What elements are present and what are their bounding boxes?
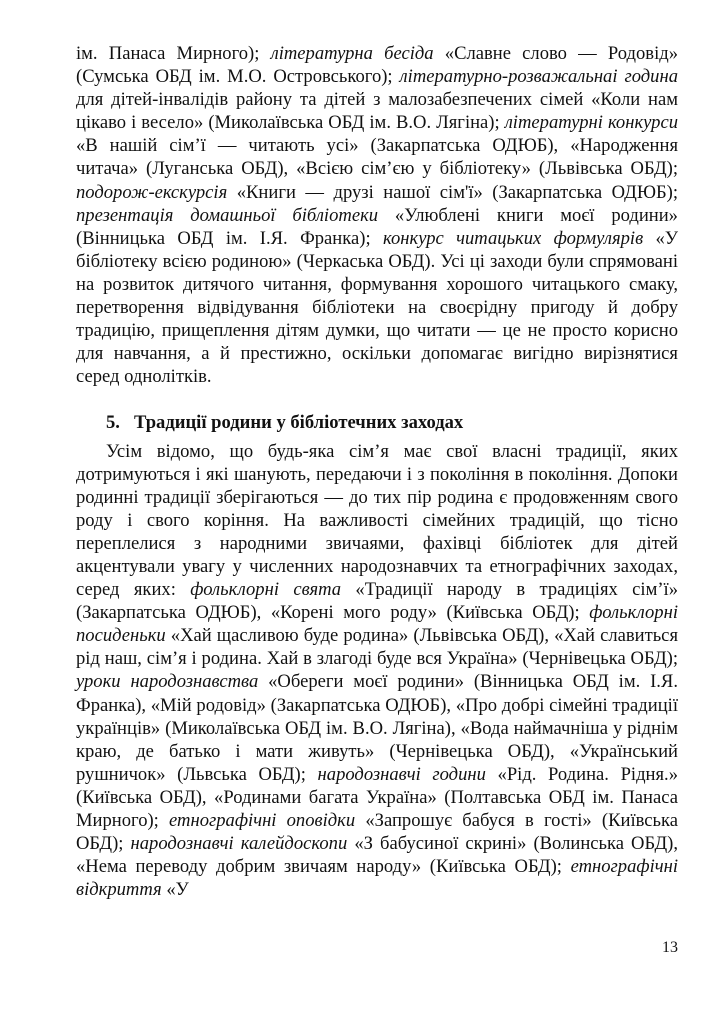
text-run: «Запрошує бабуся в гості» (Київська ОБД); <box>76 810 679 855</box>
text-run: «В нашій сім’ї — читають усі» (Закарпатська ОДЮБ), «Народження читача» (Луганська ОБД), «Всією сім’єю у бібліотеку» (Львівська ОБД); <box>76 135 678 180</box>
section-title: Традиції родини у бібліотечних заходах <box>134 412 464 434</box>
text-run: «Обереги моєї родини» (Вінницька ОБД ім. І.Я. Франка), «Мій родовід» (Закарпатська ОДЮБ), «Про добрі сімейні традиції українців» (Миколаївська ОБД ім. В.О. Лягіна), «Вода наймачніша у ріднім краю, де батько і мати живуть» (Чернівецька ОБД), «Український рушничок» (Львська ОБД); <box>76 671 678 785</box>
page-body <box>76 42 678 901</box>
italic-term: уроки народознавства <box>76 671 259 693</box>
page-number: 13 <box>662 939 678 956</box>
italic-term: презентація домашньої бібліотеки <box>76 204 379 226</box>
italic-term: літературна бесіда <box>270 43 434 64</box>
text-run: для дітей-інвалідів району та дітей з малозабезпечених сімей «Коли нам цікаво і весело» (Миколаївська ОБД ім. В.О. Лягіна); <box>76 89 678 134</box>
text-run: «У <box>161 879 189 901</box>
text-run: «Славне слово — Родовід» (Сумська ОБД ім. М.О. Островського); <box>76 43 678 88</box>
italic-term: фольклорні посиденьки <box>76 602 678 647</box>
text-run: «Улюблені книги моєї родини» (Вінницька ОБД ім. І.Я. Франка); <box>76 204 678 249</box>
italic-term: народознавчі калейдоскопи <box>130 833 348 855</box>
italic-term: літературно-розважальнаі година <box>399 66 678 88</box>
text-run: «У бібліотеку всією родиною» (Черкаська ОБД). Усі ці заходи були спрямовані на розвиток дитячого читання, формування хорошого читацького смаку, перетворення відвідування бібліотеки на своєрідну пригоду й добру традицію, прищеплення дітям думки, що читати — це не просто корисно для навчання, а й престижно, оскільки допомагає вигідно вирізнятися серед однолітків. <box>76 227 678 388</box>
italic-term: етнографічні відкриття <box>76 856 678 901</box>
italic-term: конкурс читацьких формулярів <box>383 227 644 249</box>
section-heading <box>76 411 678 434</box>
italic-term: етнографічні оповідки <box>169 810 356 831</box>
text-run: «Хай щасливою буде родина» (Львівська ОБД), «Хай славиться рід наш, сім’я і родина. Хай в злагоді буде вся Україна» (Чернівецька ОБД); <box>76 625 678 670</box>
italic-term: літературні конкурси <box>504 112 679 134</box>
text-run: Усім відомо, що будь-яка сім’я має свої власні традиції, яких дотримуються і які шанують, передаючи і з покоління в покоління. Допоки родинні традиції зберігаються — до тих пір родина є продовженням свого роду і свого коріння. На важливості сімейних традицій, що тісно переплелися з народними звичаями, фахівці бібліотек для дітей акцентували увагу у численних народознавчих та етнографічних заходах, серед яких: <box>76 440 678 601</box>
text-run: ім. Панаса Мирного); <box>76 43 271 64</box>
paragraph-continued <box>76 42 678 388</box>
italic-term: фольклорні свята <box>190 579 342 601</box>
text-run: «Традиції народу в традиціях сім’ї» (Закарпатська ОДЮБ), «Корені мого роду» (Київська ОБД); <box>76 579 678 624</box>
paragraph-family-traditions <box>76 440 678 902</box>
italic-term: подорож-екскурсія <box>76 181 228 203</box>
text-run: «Рід. Родина. Рідня.» (Київська ОБД), «Родинами багата Україна» (Полтавська ОБД ім. Панаса Мирного); <box>76 763 678 831</box>
italic-term: народознавчі години <box>317 763 486 785</box>
text-run: «Книги — друзі нашої сім'ї» (Закарпатська ОДЮБ); <box>227 181 678 203</box>
section-number: 5. <box>106 412 120 434</box>
text-run: «З бабусиної скрині» (Волинська ОБД), «Нема переводу добрим звичаям народу» (Київська ОБД); <box>76 833 678 878</box>
